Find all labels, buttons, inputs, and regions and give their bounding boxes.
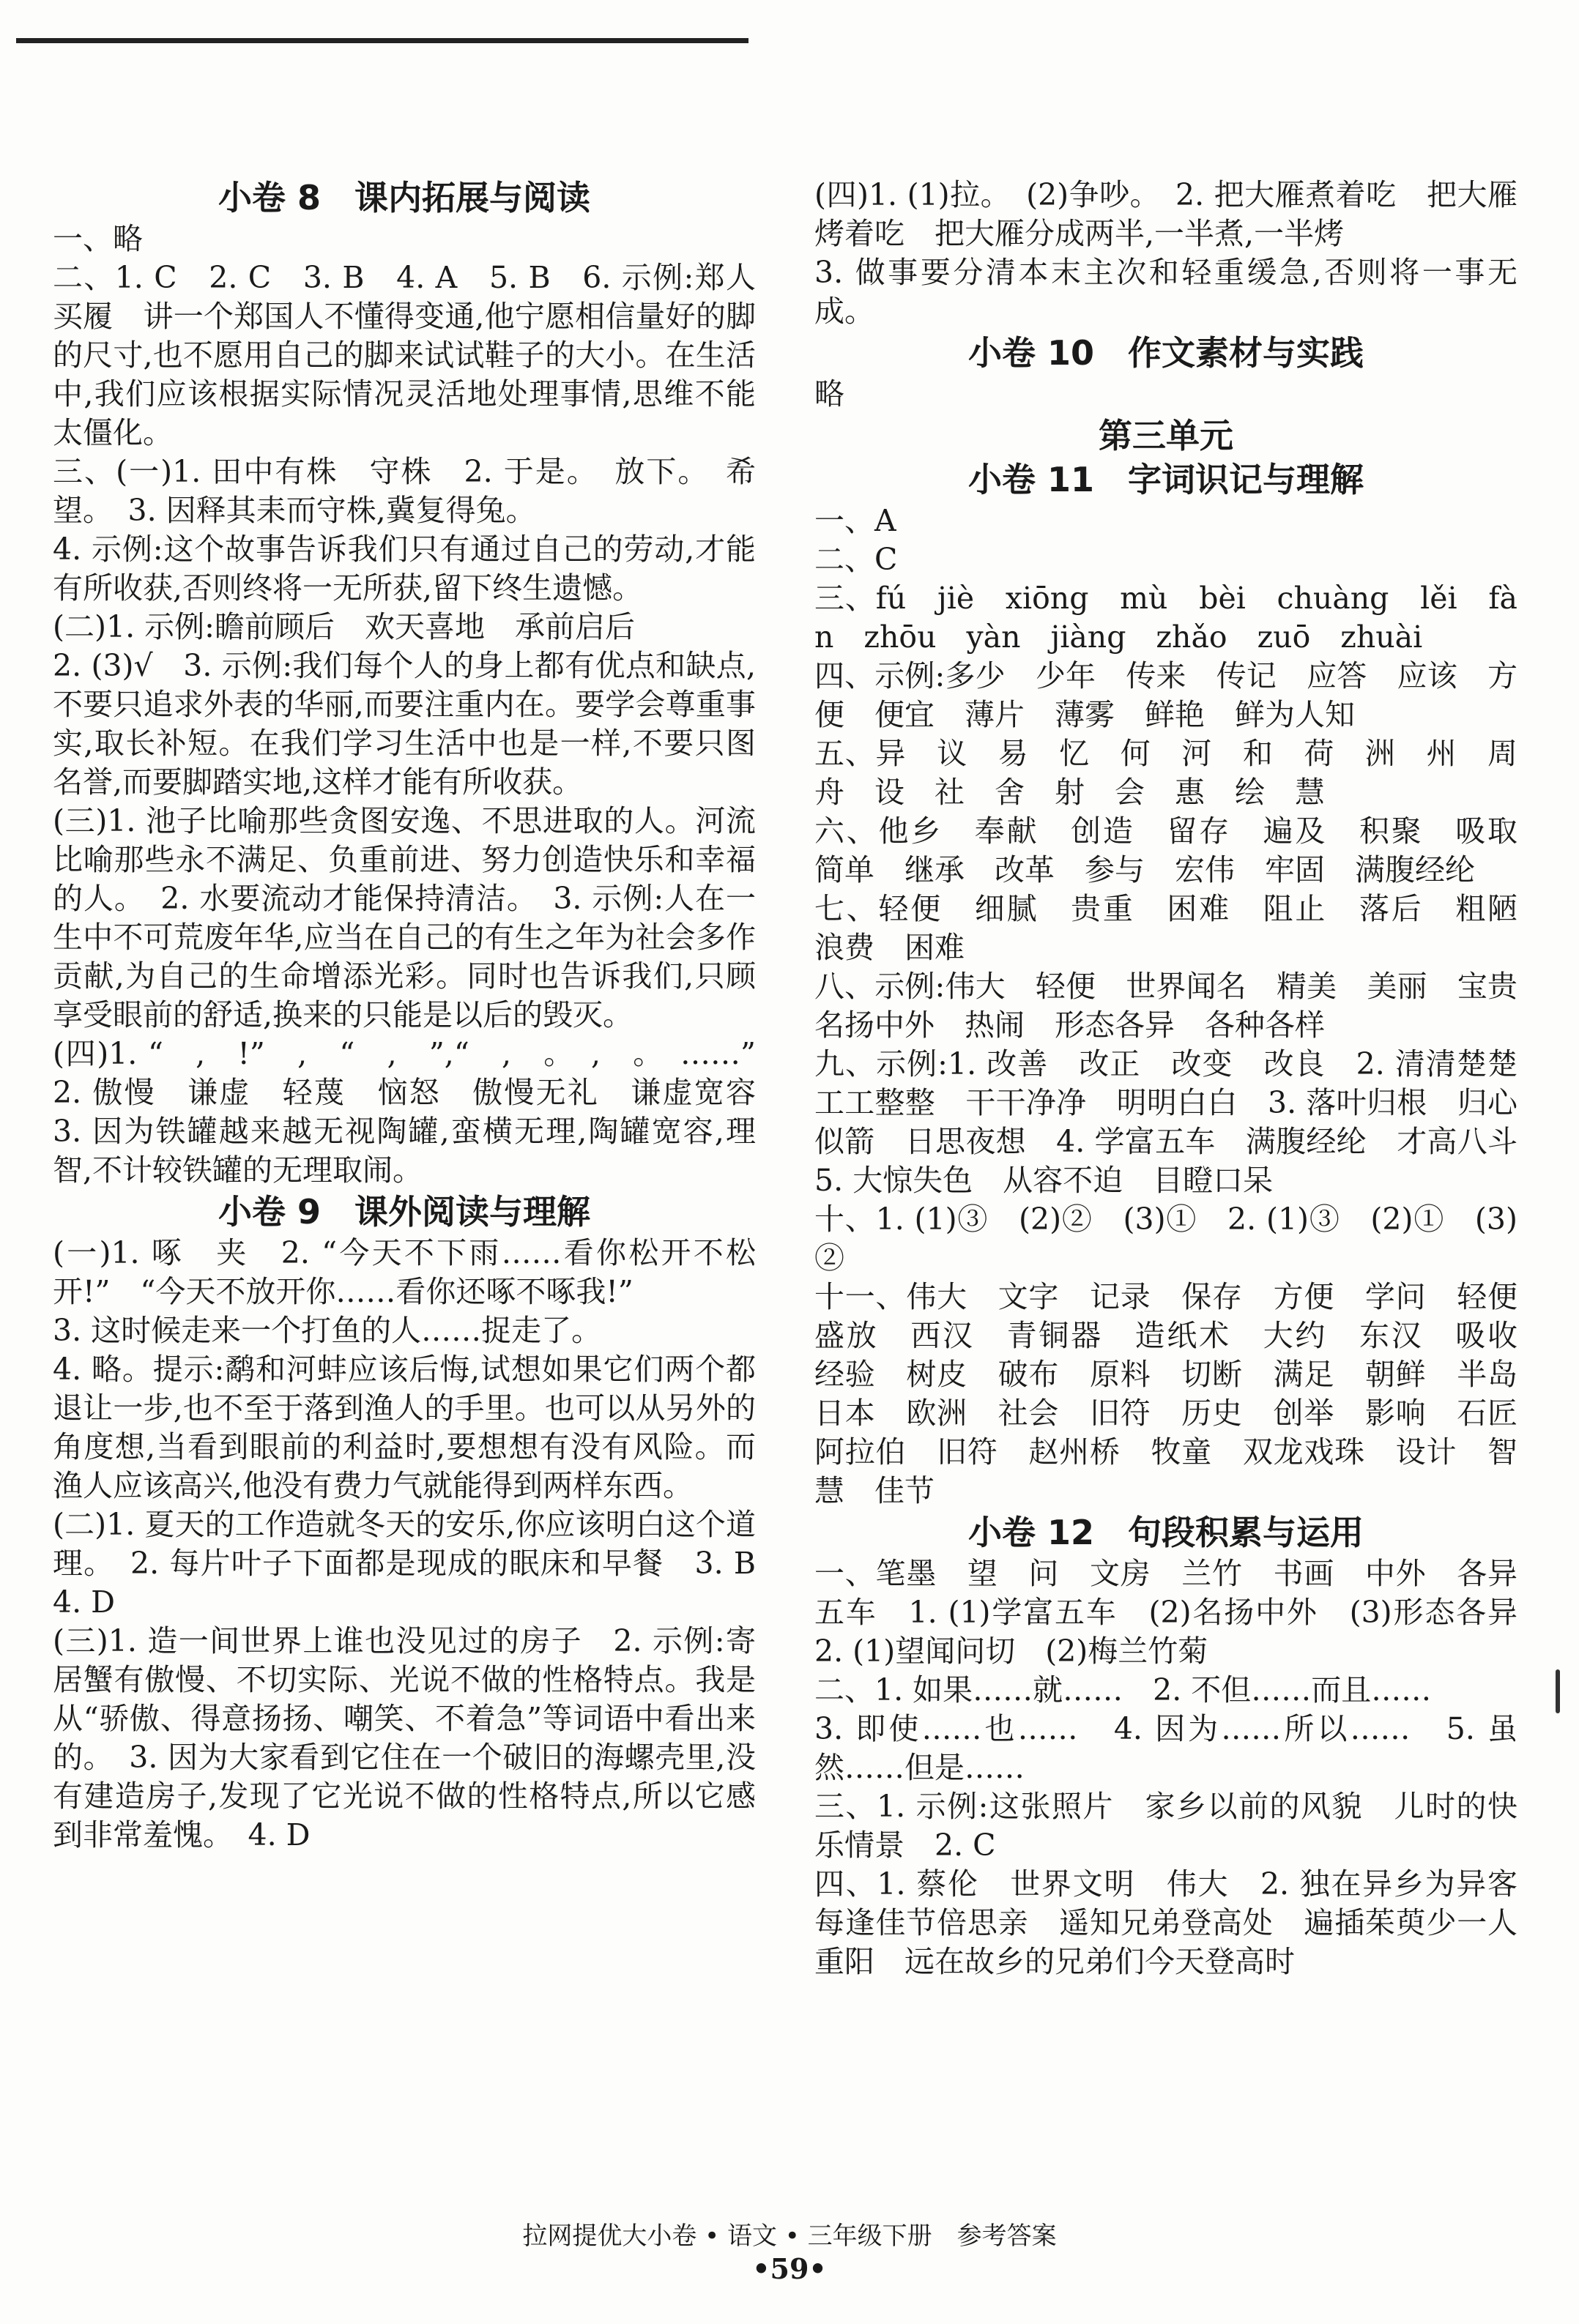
answer-line: 六、他乡 奉献 创造 留存 遍及 积聚 吸取 简单 继承 改革 参与 宏伟 牢固 满腹经纶 <box>814 813 1548 887</box>
answer-line: 八、示例:伟大 轻便 世界闻名 精美 美丽 宝贵 名扬中外 热闹 形态各异 各种各样 <box>814 969 1548 1043</box>
answer-line: 二、C <box>814 542 898 577</box>
unit-title: 第三单元 <box>1099 416 1233 455</box>
section-heading-9: 小卷 9 课外阅读与理解 <box>218 1192 591 1232</box>
answer-line: 3. 这时候走来一个打鱼的人……捉走了。 <box>53 1313 602 1348</box>
answer-line: (三)1. 造一间世界上谁也没见过的房子 2. 示例:寄居蟹有傲慢、不切实际、光说不做的性格特点。我是从“骄傲、得意扬扬、嘲笑、不着急”等词语中看出来的。 3. 因为大家看到它住在一个破旧的海螺壳里,没有建造房子,发现了它光说不做的性格特点,所以它感到非常羞愧。 4. D <box>53 1623 756 1852</box>
answer-line: 二、1. C 2. C 3. B 4. A 5. B 6. 示例:郑人买履 讲一个郑国人不懂得变通,他宁愿相信量好的脚的尺寸,也不愿用自己的脚来试试鞋子的大小。在生活中,我们应该根据实际情况灵活地处理事情,思维不能太僵化。 <box>53 260 756 450</box>
page-number: •59• <box>752 2252 827 2285</box>
answer-line: 二、1. 如果……就…… 2. 不但……而且…… <box>814 1672 1432 1707</box>
right-column <box>814 176 1548 1981</box>
answer-line: (二)1. 夏天的工作造就冬天的安乐,你应该明白这个道理。 2. 每片叶子下面都是现成的眠床和早餐 3. B 4. D <box>53 1507 786 1620</box>
answer-line: 三、(一)1. 田中有株 守株 2. 于是。 放下。 希望。 3. 因释其耒而守株,冀复得兔。 <box>53 454 756 528</box>
answer-line: 2. (3)√ 3. 示例:我们每个人的身上都有优点和缺点,不要只追求外表的华丽,而要注重内在。要学会尊重事实,取长补短。在我们学习生活中也是一样,不要只图名誉,而要脚踏实地,这样才能有所收获。 <box>53 648 756 800</box>
answer-line: 七、轻便 细腻 贵重 困难 阻止 落后 粗陋 浪费 困难 <box>814 891 1548 965</box>
answer-line: (四)1. (1)拉。 (2)争吵。 2. 把大雁煮着吃 把大雁烤着吃 把大雁分成两半,一半煮,一半烤 <box>814 177 1517 251</box>
answer-line: 九、示例:1. 改善 改正 改变 改良 2. 清清楚楚 工工整整 干干净净 明明白白 3. 落叶归根 归心似箭 日思夜想 4. 学富五车 满腹经纶 才高八斗 5. 大惊失色 从容不迫 目瞪口呆 <box>814 1046 1548 1198</box>
answer-line: 4. 示例:这个故事告诉我们只有通过自己的劳动,才能有所收获,否则终将一无所获,留下终生遗憾。 <box>53 532 756 606</box>
section-heading-10: 小卷 10 作文素材与实践 <box>967 333 1364 373</box>
section-heading-11: 小卷 11 字词识记与理解 <box>967 460 1364 499</box>
answer-line: 三、fú jiè xiōng mù bèi chuàng lěi fàn zhōu yàn jiàng zhǎo zuō zhuài <box>814 581 1517 655</box>
answer-line: (一)1. 啄 夹 2. “今天不下雨……看你松开不松开!” “今天不放开你……看你还啄不啄我!” <box>53 1235 756 1309</box>
answer-line: (二)1. 示例:瞻前顾后 欢天喜地 承前启后 <box>53 609 635 644</box>
answer-line: 十、1. (1)③ (2)② (3)① 2. (1)③ (2)① (3)② <box>814 1202 1517 1275</box>
answer-line: 3. 即使……也…… 4. 因为……所以…… 5. 虽然……但是…… <box>814 1711 1517 1785</box>
section-heading-8: 小卷 8 课内拓展与阅读 <box>218 178 591 217</box>
answer-line: 四、示例:多少 少年 传来 传记 应答 应该 方便 便宜 薄片 薄雾 鲜艳 鲜为人知 <box>814 658 1517 732</box>
answer-line: 略 <box>814 376 844 411</box>
answer-line: 4. 略。提示:鹬和河蚌应该后悔,试想如果它们两个都退让一步,也不至于落到渔人的手里。也可以从另外的角度想,当看到眼前的利益时,要想想有没有风险。而渔人应该高兴,他没有费力气就能得到两样东西。 <box>53 1352 756 1503</box>
answer-line: 一、笔墨 望 问 文房 兰竹 书画 中外 各异 五车 1. (1)学富五车 (2)名扬中外 (3)形态各异 2. (1)望闻问切 (2)梅兰竹菊 <box>814 1556 1548 1669</box>
answer-line: 3. 做事要分清本末主次和轻重缓急,否则将一事无成。 <box>814 255 1517 329</box>
answer-line: 四、1. 蔡伦 世界文明 伟大 2. 独在异乡为异客 每逢佳节倍思亲 遥知兄弟登高处 遍插茱萸少一人 重阳 远在故乡的兄弟们今天登高时 <box>814 1866 1548 1979</box>
answer-line: 一、A <box>814 503 896 538</box>
answer-line: (四)1. “ , !” , “ , ”,“ , 。 , 。 ……” 2. 傲慢 谦虚 轻蔑 恼怒 傲慢无礼 谦虚宽容 3. 因为铁罐越来越无视陶罐,蛮横无理,陶罐宽容,理智,不计较铁罐的无理取闹。 <box>53 1036 786 1188</box>
answer-line: 一、略 <box>53 221 143 256</box>
left-column <box>53 176 786 1855</box>
edge-mark <box>1556 1669 1560 1713</box>
answer-line: (三)1. 池子比喻那些贪图安逸、不思进取的人。河流比喻那些永不满足、负重前进、努力创造快乐和幸福的人。 2. 水要流动才能保持清洁。 3. 示例:人在一生中不可荒废年华,应当在自己的有生之年为社会多作贡献,为自己的生命增添光彩。同时也告诉我们,只顾享受眼前的舒适,换来的只能是以后的毁灭。 <box>53 803 756 1032</box>
top-rule <box>16 38 748 43</box>
answer-line: 五、异 议 易 忆 何 河 和 荷 洲 州 周 舟 设 社 舍 射 会 惠 绘 慧 <box>814 736 1548 810</box>
answer-line: 十一、伟大 文字 记录 保存 方便 学问 轻便 盛放 西汉 青铜器 造纸术 大约 东汉 吸收 经验 树皮 破布 原料 切断 满足 朝鲜 半岛 日本 欧洲 社会 旧符 历史 创举 影响 石匠 阿拉伯 旧符 赵州桥 牧童 双龙戏珠 设计 智慧 佳节 <box>814 1279 1548 1508</box>
footer-title: 拉网提优大小卷 • 语文 • 三年级下册 参考答案 <box>522 2221 1057 2251</box>
answer-line: 三、1. 示例:这张照片 家乡以前的风貌 儿时的快乐情景 2. C <box>814 1789 1517 1863</box>
section-heading-12: 小卷 12 句段积累与运用 <box>967 1513 1364 1552</box>
